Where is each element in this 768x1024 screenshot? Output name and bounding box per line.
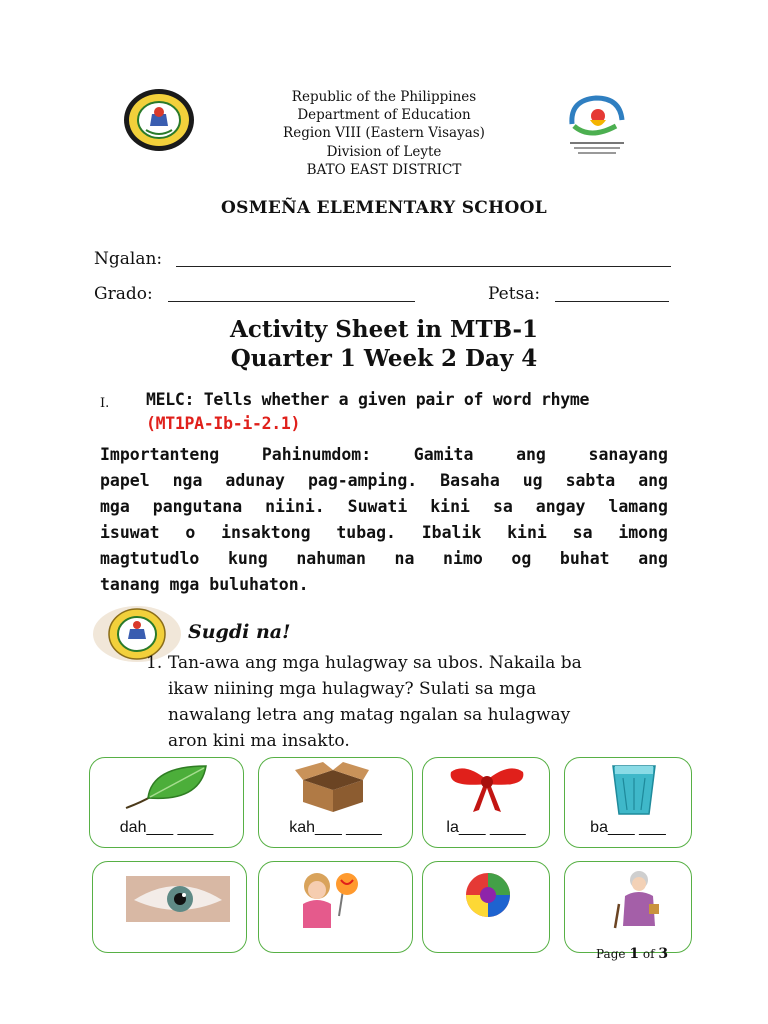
reminder-paragraph xyxy=(100,442,668,598)
instruction-line: nawalang letra ang matag ngalan sa hulagway xyxy=(168,705,571,725)
grade-label: Grado: xyxy=(94,284,153,304)
instruction-line: Tan-awa ang mga hulagway sa ubos. Nakaila ba xyxy=(168,653,582,673)
name-field[interactable] xyxy=(176,266,671,267)
page-word: Page xyxy=(596,947,626,961)
reminder-line: mga pangutana niini. Suwati kini sa angay lamang xyxy=(100,497,668,516)
card-leaf xyxy=(89,757,244,848)
leaf-icon xyxy=(122,762,212,812)
grade-field[interactable] xyxy=(168,301,415,302)
header-division: Division of Leyte xyxy=(326,144,442,160)
reminder-line: papel nga adunay pag-amping. Basaha ug sabta ang xyxy=(100,471,668,490)
card-answer-label[interactable]: ba___ ___ xyxy=(590,819,666,836)
page-number xyxy=(596,946,668,962)
ball-icon xyxy=(463,872,513,918)
school-name: OSMEÑA ELEMENTARY SCHOOL xyxy=(221,198,547,218)
section-heading: Sugdi na! xyxy=(188,621,291,643)
card-answer-label[interactable]: dah___ ____ xyxy=(119,819,214,836)
card-box xyxy=(258,757,413,848)
melc-text: MELC: Tells whether a given pair of word rhyme xyxy=(146,390,590,409)
card-answer-label[interactable]: la___ ____ xyxy=(446,819,526,836)
reminder-line: tanang mga buluhaton. xyxy=(100,575,309,594)
card-eye xyxy=(92,861,247,953)
name-label: Ngalan: xyxy=(94,249,163,269)
instruction-line: ikaw niining mga hulagway? Sulati sa mga xyxy=(168,679,537,699)
date-label: Petsa: xyxy=(488,284,541,304)
melc-code: (MT1PA-Ib-i-2.1) xyxy=(146,414,301,433)
girl-with-lollipop-icon xyxy=(297,868,361,928)
reminder-line: isuwat o insaktong tubag. Ibalik kini sa imong xyxy=(100,523,668,542)
card-ribbon xyxy=(422,757,550,848)
ribbon-icon xyxy=(447,762,527,814)
instruction-number: 1. xyxy=(146,653,163,673)
card-old-woman xyxy=(564,861,692,953)
page-current: 1 xyxy=(629,946,640,962)
card-answer-label[interactable]: kah___ ____ xyxy=(289,819,382,836)
section-number: I. xyxy=(100,396,110,411)
header-district: BATO EAST DISTRICT xyxy=(306,162,462,178)
eye-icon xyxy=(126,876,230,922)
of-word: of xyxy=(642,947,655,961)
reminder-line: magtutudlo kung nahuman na nimo og buhat ang xyxy=(100,549,668,568)
page-total: 3 xyxy=(658,946,669,962)
reminder-line: Importanteng Pahinumdom: Gamita ang sanayang xyxy=(100,445,668,464)
card-glass xyxy=(564,757,692,848)
activity-subtitle: Quarter 1 Week 2 Day 4 xyxy=(230,345,538,372)
header-department: Department of Education xyxy=(297,107,471,123)
old-woman-icon xyxy=(609,870,669,930)
card-ball xyxy=(422,861,550,953)
activity-title: Activity Sheet in MTB-1 xyxy=(230,316,538,343)
glass-icon xyxy=(609,764,659,816)
card-girl xyxy=(258,861,413,953)
header-region: Region VIII (Eastern Visayas) xyxy=(283,125,485,141)
instruction-line: aron kini ma insakto. xyxy=(168,731,350,751)
date-field[interactable] xyxy=(555,301,669,302)
header-republic: Republic of the Philippines xyxy=(291,89,477,105)
box-icon xyxy=(295,762,369,814)
